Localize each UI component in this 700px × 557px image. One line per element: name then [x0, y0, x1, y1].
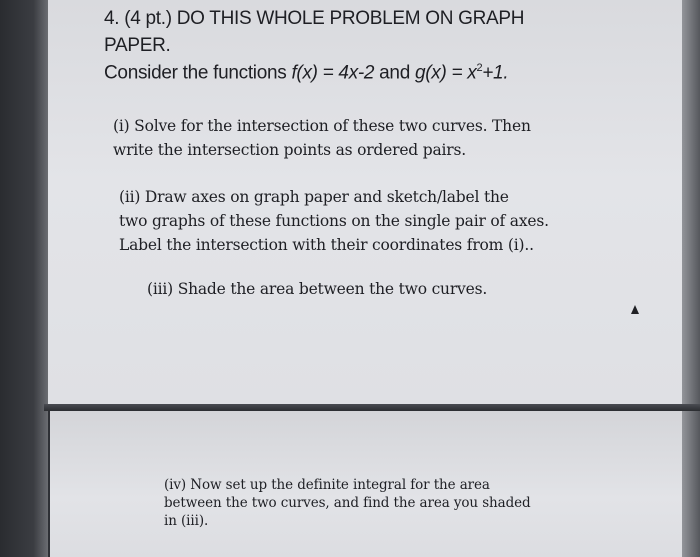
part-iv-line1: (iv) Now set up the definite integral for the area: [164, 477, 490, 493]
part-i-line2: write the intersection points as ordered pairs.: [113, 141, 466, 159]
mouse-pointer-icon: [631, 305, 639, 314]
problem-header-line1: 4. (4 pt.) DO THIS WHOLE PROBLEM ON GRAPH: [104, 8, 525, 29]
part-ii-line2: two graphs of these functions on the single pair of axes.: [119, 212, 549, 230]
page-divider: [44, 404, 700, 411]
part-iv-line3: in (iii).: [164, 513, 209, 529]
and-word: and: [374, 62, 415, 84]
part-ii-line1: (ii) Draw axes on graph paper and sketch/label the: [119, 188, 509, 206]
functions-statement: [104, 62, 508, 84]
g-definition-tail: +1.: [482, 62, 509, 84]
g-definition-base: g(x) = x: [414, 62, 477, 84]
part-iii-line1: (iii) Shade the area between the two curves.: [147, 280, 488, 298]
consider-prefix: Consider the functions: [104, 62, 292, 84]
part-i-line1: (i) Solve for the intersection of these two curves. Then: [113, 117, 531, 135]
part-iv-line2: between the two curves, and find the area you shaded: [164, 495, 531, 511]
part-ii-line3: Label the intersection with their coordinates from (i)..: [119, 236, 534, 254]
g-definition-exponent: 2: [476, 62, 483, 74]
problem-header-line2: PAPER.: [104, 35, 171, 56]
left-shadow: [0, 0, 48, 557]
right-edge: [680, 0, 700, 557]
f-definition: f(x) = 4x-2: [291, 62, 375, 84]
